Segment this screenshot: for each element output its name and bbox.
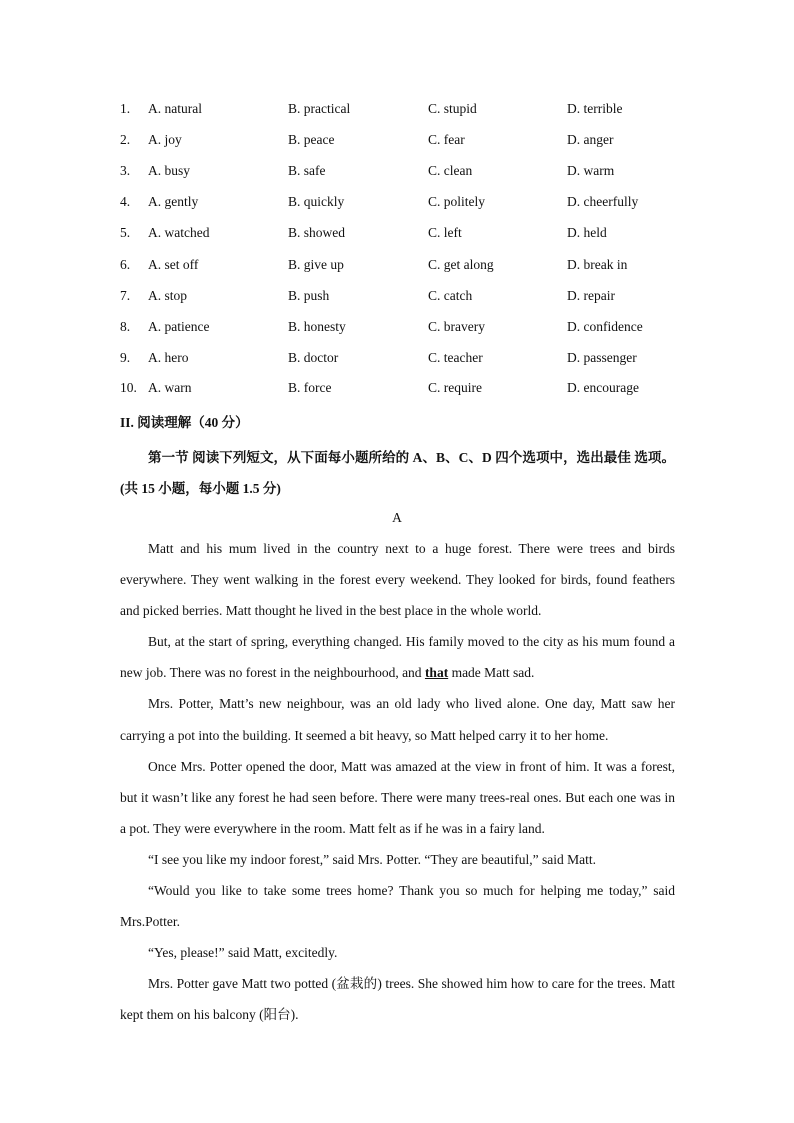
option-c: C. get along [428, 257, 494, 272]
option-a: A. hero [148, 350, 189, 365]
question-number: 9. [120, 350, 131, 365]
question-row [120, 99, 680, 119]
option-b: B. force [288, 380, 332, 395]
question-number: 1. [120, 101, 131, 116]
question-number: 5. [120, 225, 131, 240]
question-number: 3. [120, 163, 131, 178]
passage-label: A [392, 510, 402, 525]
question-row [120, 223, 680, 243]
passage-body [120, 533, 675, 1031]
option-c: C. politely [428, 194, 485, 209]
option-b: B. peace [288, 132, 335, 147]
option-d: D. terrible [567, 101, 623, 116]
option-b: B. showed [288, 225, 345, 240]
option-a: A. stop [148, 288, 188, 303]
option-d: D. cheerfully [567, 194, 639, 209]
option-d: D. held [567, 225, 607, 240]
option-b: B. safe [288, 163, 326, 178]
paragraph: Once Mrs. Potter opened the door, Matt was amazed at the view in front of him. It was a forest, but it wasn’t like any forest he had seen before. There were many trees-real ones. But each one was in a pot. They were everywhere in the room. Matt felt as if he was in a fairy land. [120, 758, 675, 836]
option-b: B. give up [288, 257, 344, 272]
option-d: D. warm [567, 163, 615, 178]
option-d: D. passenger [567, 350, 637, 365]
option-c: C. teacher [428, 350, 483, 365]
option-b: B. honesty [288, 319, 346, 334]
option-a: A. warn [148, 380, 192, 395]
option-d: D. encourage [567, 380, 639, 395]
question-row [120, 161, 680, 181]
paragraph [120, 626, 675, 688]
section-title: II. 阅读理解（40 分） [120, 415, 249, 430]
option-c: C. catch [428, 288, 473, 303]
question-row [120, 192, 680, 212]
option-c: C. fear [428, 132, 465, 147]
underlined-word: that [424, 665, 449, 681]
question-number: 4. [120, 194, 131, 209]
option-b: B. doctor [288, 350, 339, 365]
question-row [120, 378, 680, 398]
paragraph: Matt and his mum lived in the country next to a huge forest. There were trees and birds everywhere. They went walking in the forest every weekend. They looked for birds, found feathers and picked berries. Matt thought he lived in the best place in the whole world. [120, 541, 675, 619]
option-a: A. gently [148, 194, 199, 209]
option-b: B. practical [288, 101, 351, 116]
option-c: C. require [428, 380, 482, 395]
option-a: A. set off [148, 257, 199, 272]
question-number: 7. [120, 288, 131, 303]
option-a: A. joy [148, 132, 182, 147]
option-b: B. quickly [288, 194, 345, 209]
option-c: C. clean [428, 163, 473, 178]
question-row [120, 286, 680, 306]
option-c: C. left [428, 225, 462, 240]
question-row [120, 317, 680, 337]
option-a: A. watched [148, 225, 210, 240]
option-d: D. repair [567, 288, 615, 303]
section-instruction: 第一节 阅读下列短文，从下面每小题所给的 A、B、C、D 四个选项中，选出最佳 选项。(共 15 小题，每小题 1.5 分) [120, 450, 675, 496]
option-b: B. push [288, 288, 330, 303]
paragraph: “Would you like to take some trees home? Thank you so much for helping me today,” said Mrs.Potter. [120, 883, 675, 930]
option-c: C. bravery [428, 319, 485, 334]
question-row [120, 348, 680, 368]
question-row [120, 255, 680, 275]
question-row [120, 130, 680, 150]
option-d: D. anger [567, 132, 614, 147]
option-a: A. busy [148, 163, 191, 178]
question-number: 10. [120, 380, 137, 395]
paragraph: “I see you like my indoor forest,” said Mrs. Potter. “They are beautiful,” said Matt. [148, 851, 596, 867]
question-number: 6. [120, 257, 131, 272]
option-d: D. confidence [567, 319, 643, 334]
question-number: 8. [120, 319, 131, 334]
paragraph: Mrs. Potter, Matt’s new neighbour, was an old lady who lived alone. One day, Matt saw her carrying a pot into the building. It seemed a bit heavy, so Matt helped carry it to her home. [120, 696, 675, 743]
paragraph-text: made Matt sad. [448, 665, 535, 681]
option-c: C. stupid [428, 101, 477, 116]
paragraph: “Yes, please!” said Matt, excitedly. [148, 945, 338, 961]
option-d: D. break in [567, 257, 628, 272]
paragraph: Mrs. Potter gave Matt two potted (盆栽的) trees. She showed him how to care for the trees. Matt kept them on his balcony (阳台). [120, 976, 675, 1023]
option-a: A. patience [148, 319, 210, 334]
question-number: 2. [120, 132, 131, 147]
option-a: A. natural [148, 101, 202, 116]
paragraph-text: But, at the start of spring, everything changed. His family moved to the city as his mum found a new job. There was no forest in the neighbourhood, and [120, 634, 675, 681]
